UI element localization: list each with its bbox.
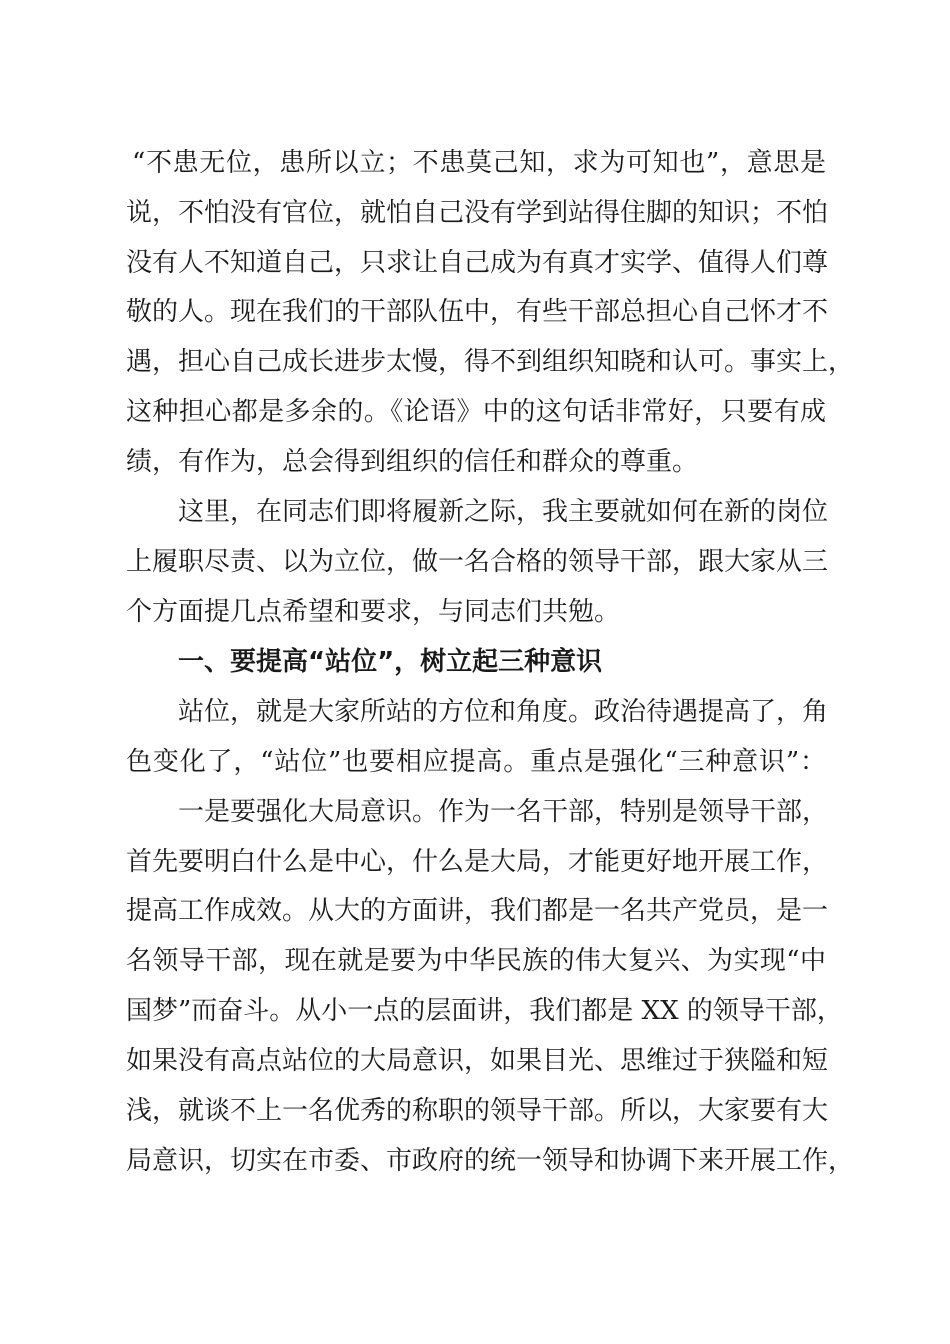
paragraph-4-line-3: 提高工作成效。从大的方面讲，我们都是一名共产党员，是一 [126, 896, 829, 926]
paragraph-1-line-6: 这种担心都是多余的。《论语》中的这句话非常好，只要有成 [126, 397, 826, 427]
paragraph-4-line-1: 一是要强化大局意识。作为一名干部，特别是领导干部， [178, 797, 829, 827]
paragraph-2-line-3: 个方面提几点希望和要求，与同志们共勉。 [126, 597, 621, 627]
paragraph-4-line-5: 国梦”而奋斗。从小一点的层面讲，我们都是 XX 的领导干部， [126, 996, 843, 1026]
paragraph-3-line-2: 色变化了，“站位”也要相应提高。重点是强化“三种意识”： [126, 747, 826, 777]
paragraph-4-line-7: 浅，就谈不上一名优秀的称职的领导干部。所以，大家要有大 [126, 1096, 829, 1126]
paragraph-1-line-2: 说，不怕没有官位，就怕自己没有学到站得住脚的知识；不怕 [126, 198, 829, 228]
paragraph-4-line-6: 如果没有高点站位的大局意识，如果目光、思维过于狭隘和短 [126, 1046, 829, 1076]
paragraph-1-line-5: 遇，担心自己成长进步太慢，得不到组织知晓和认可。事实上， [126, 347, 855, 377]
paragraph-2-line-1: 这里，在同志们即将履新之际，我主要就如何在新的岗位 [178, 497, 829, 527]
paragraph-3-line-1: 站位，就是大家所站的方位和角度。政治待遇提高了，角 [178, 697, 829, 727]
paragraph-1-line-4: 敬的人。现在我们的干部队伍中，有些干部总担心自己怀才不 [126, 297, 829, 327]
paragraph-4-line-2: 首先要明白什么是中心，什么是大局，才能更好地开展工作， [126, 847, 829, 877]
section-heading: 一、要提高“站位”，树立起三种意识 [178, 647, 603, 677]
paragraph-1-line-3: 没有人不知道自己，只求让自己成为有真才实学、值得人们尊 [126, 248, 829, 278]
paragraph-4-line-8: 局意识，切实在市委、市政府的统一领导和协调下来开展工作， [126, 1146, 855, 1176]
paragraph-1-line-1: “不患无位，患所以立；不患莫己知，求为可知也”，意思是 [132, 148, 826, 178]
paragraph-1-line-7: 绩，有作为，总会得到组织的信任和群众的尊重。 [126, 447, 699, 477]
paragraph-2-line-2: 上履职尽责、以为立位，做一名合格的领导干部，跟大家从三 [126, 547, 829, 577]
paragraph-4-line-4: 名领导干部，现在就是要为中华民族的伟大复兴、为实现“中 [126, 946, 826, 976]
